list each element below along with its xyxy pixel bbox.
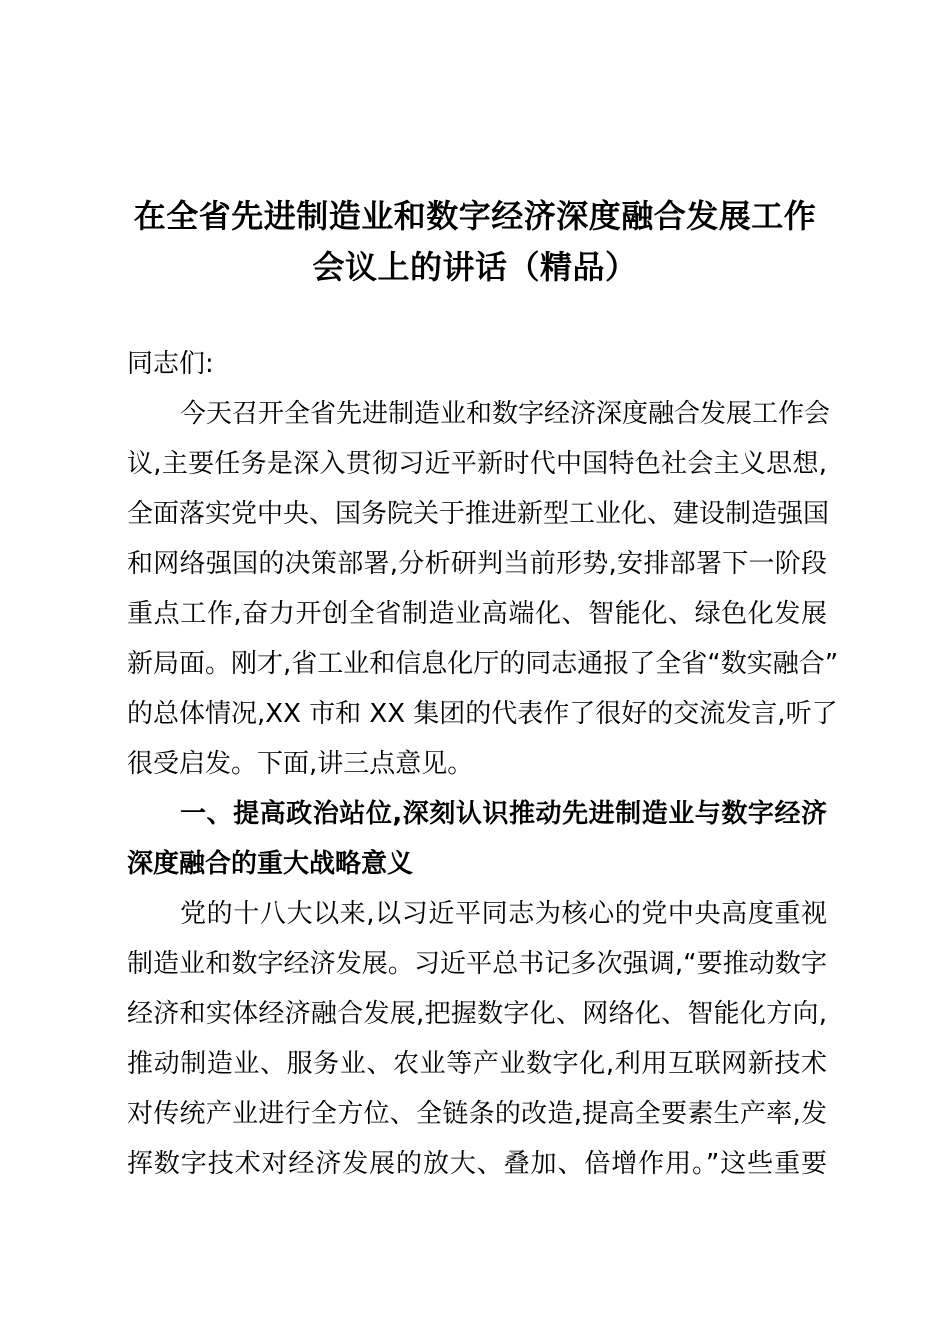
paragraph-1-line-8: 很受启发。下面,讲三点意见。 xyxy=(127,749,474,779)
paragraph-2-line-4: 推动制造业、服务业、农业等产业数字化,利用互联网新技术 xyxy=(127,1049,827,1079)
paragraph-2-line-1: 党的十八大以来,以习近平同志为核心的党中央高度重视 xyxy=(180,899,827,929)
paragraph-1-line-6: 新局面。刚才,省工业和信息化厅的同志通报了全省“数实融合” xyxy=(127,649,839,679)
paragraph-1-line-4: 和网络强国的决策部署,分析研判当前形势,安排部署下一阶段 xyxy=(127,549,827,579)
paragraph-2-line-6: 挥数字技术对经济发展的放大、叠加、倍增作用。”这些重要 xyxy=(127,1149,827,1179)
paragraph-1-line-7: 的总体情况,XX 市和 XX 集团的代表作了很好的交流发言,听了 xyxy=(127,699,838,729)
salutation: 同志们: xyxy=(127,349,214,379)
paragraph-1-line-3: 全面落实党中央、国务院关于推进新型工业化、建设制造强国 xyxy=(127,499,830,529)
paragraph-2-line-3: 经济和实体经济融合发展,把握数字化、网络化、智能化方向, xyxy=(127,999,827,1029)
paragraph-1-line-2: 议,主要任务是深入贯彻习近平新时代中国特色社会主义思想, xyxy=(127,449,827,479)
document-title-line-1: 在全省先进制造业和数字经济深度融合发展工作 xyxy=(133,197,817,235)
paragraph-2-line-2: 制造业和数字经济发展。习近平总书记多次强调,“要推动数字 xyxy=(127,949,827,979)
paragraph-2-line-5: 对传统产业进行全方位、全链条的改造,提高全要素生产率,发 xyxy=(127,1099,827,1129)
document-title-line-2: 会议上的讲话（精品） xyxy=(312,248,638,286)
section-heading-1-line-2: 深度融合的重大战略意义 xyxy=(127,849,414,879)
paragraph-1-line-1: 今天召开全省先进制造业和数字经济深度融合发展工作会 xyxy=(180,399,831,429)
section-heading-1-line-1: 一、提高政治站位,深刻认识推动先进制造业与数字经济 xyxy=(180,799,827,829)
paragraph-1-line-5: 重点工作,奋力开创全省制造业高端化、智能化、绿色化发展 xyxy=(127,599,827,629)
